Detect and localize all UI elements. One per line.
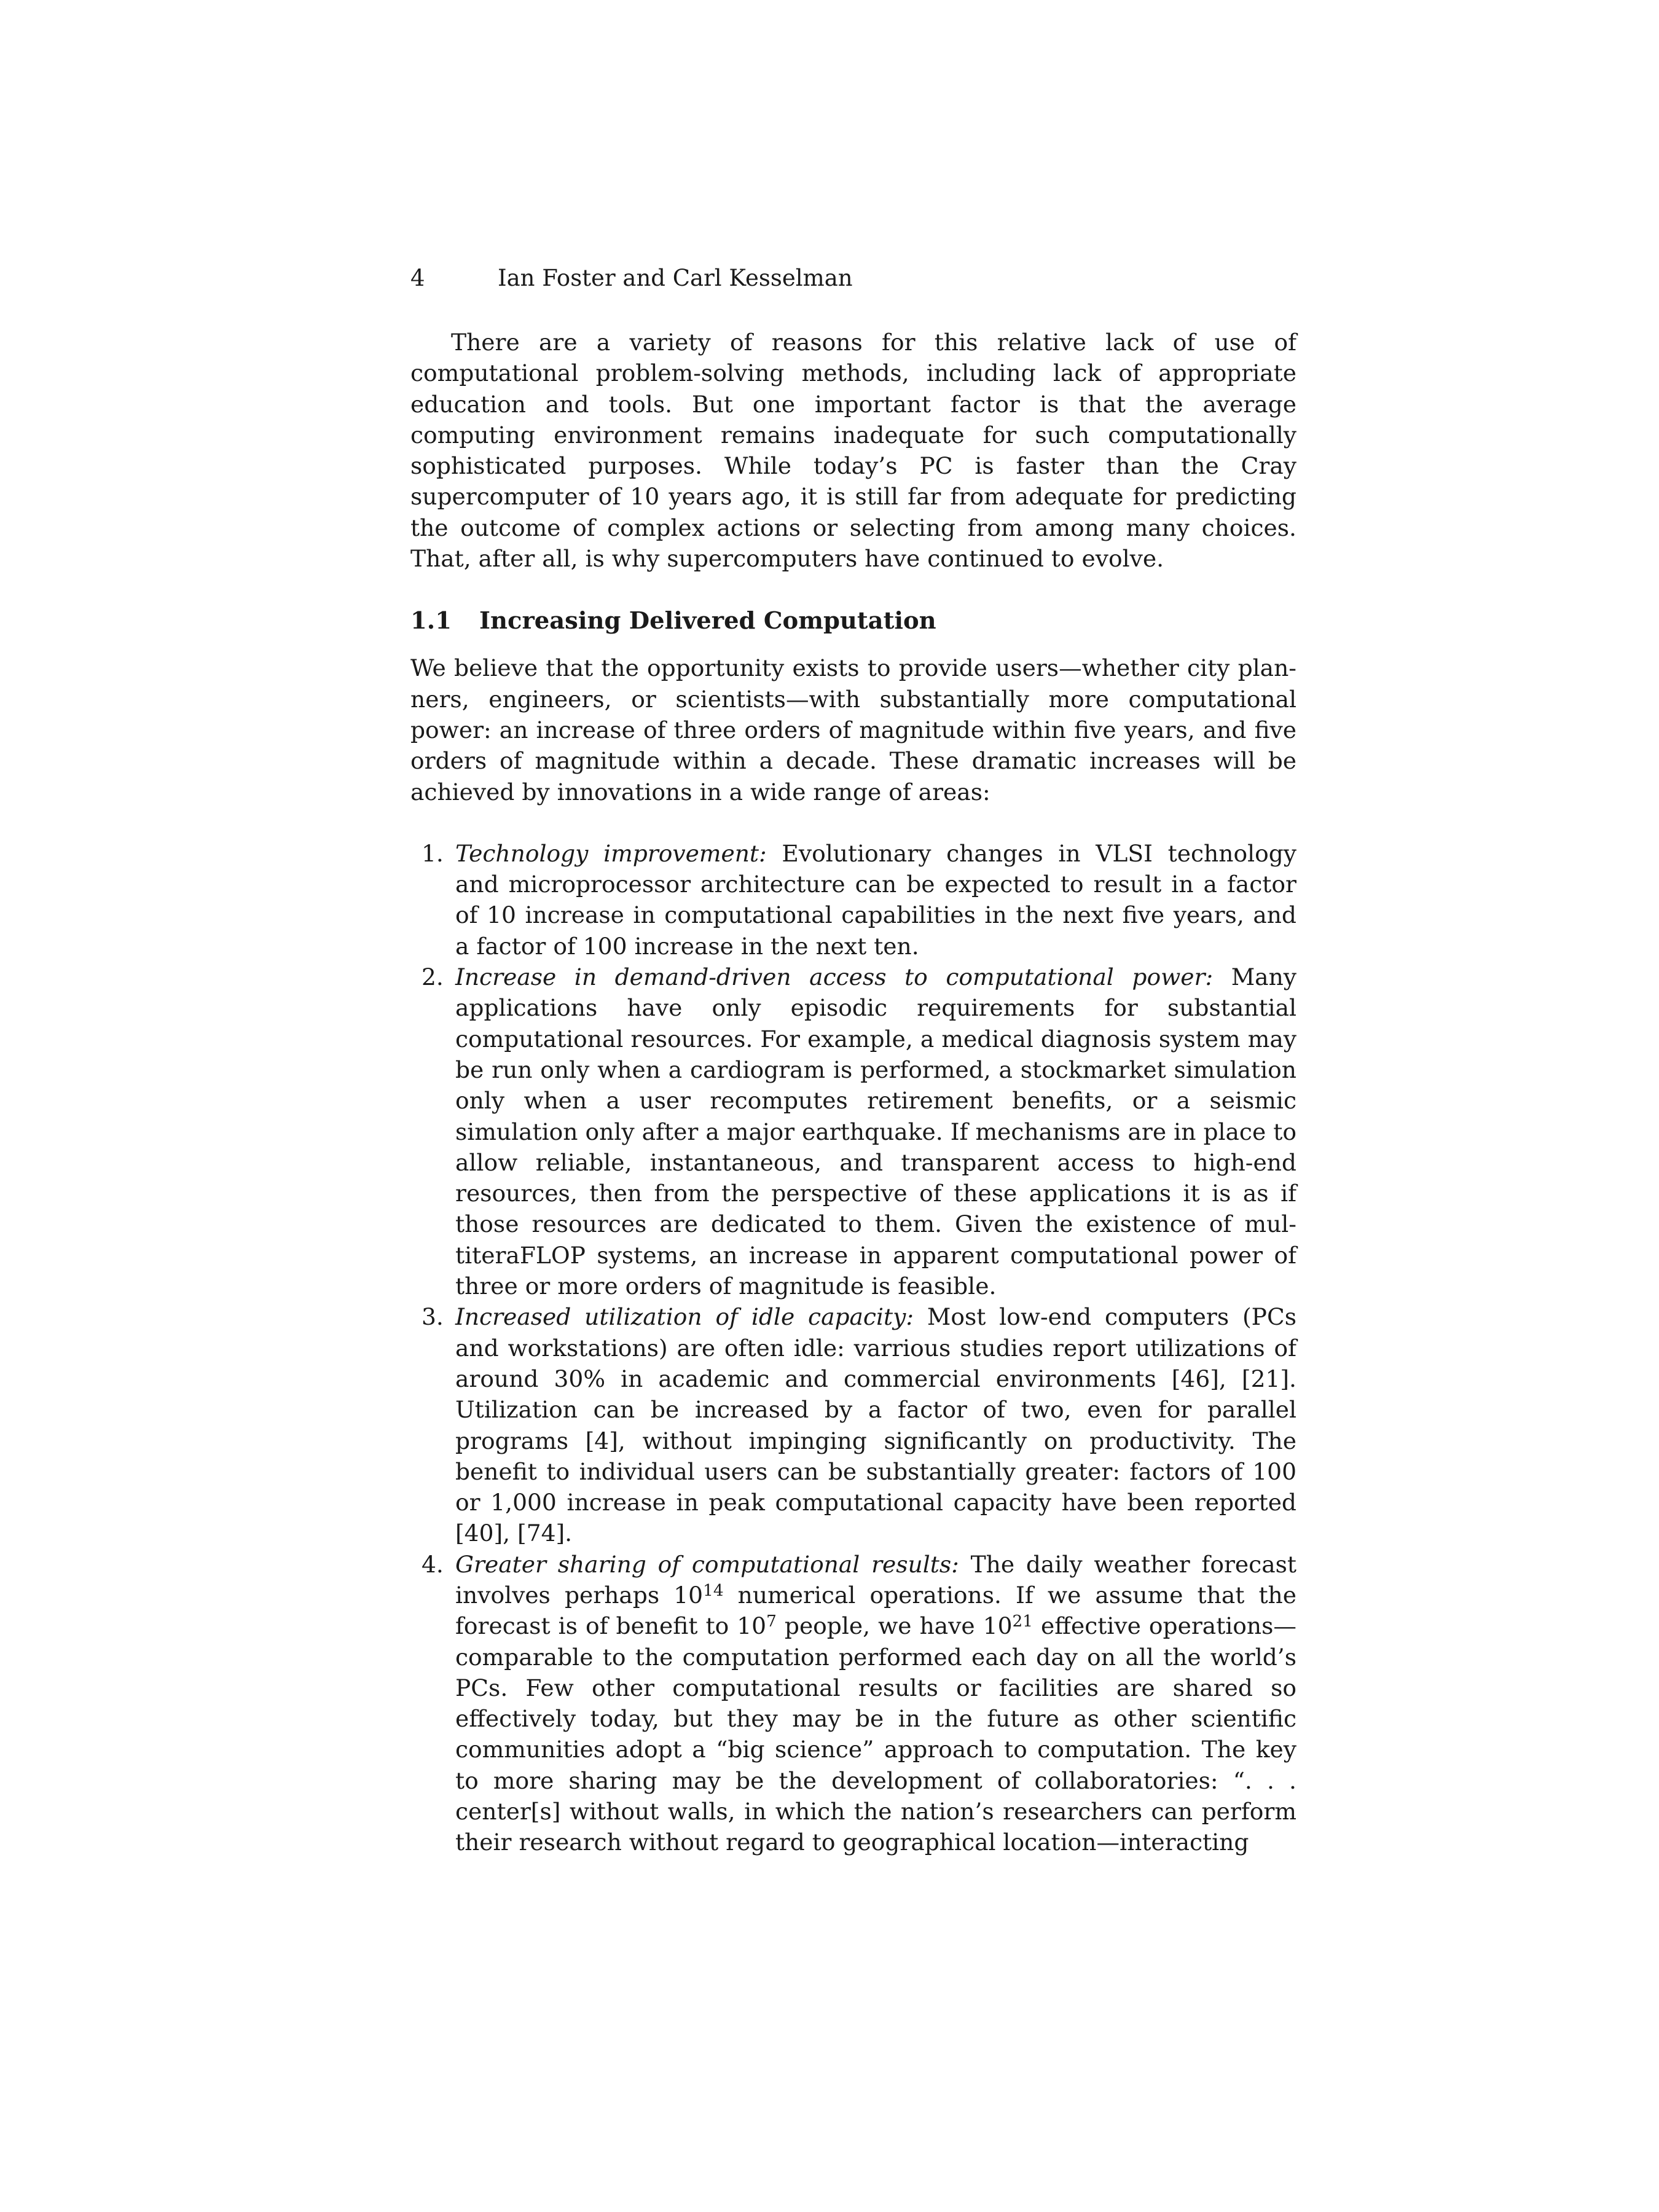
exponent: 21	[1012, 1612, 1033, 1631]
exponent: 14	[703, 1582, 724, 1601]
list-item-title: Increase in demand-driven access to computational power:	[455, 963, 1231, 991]
list-item-title: Greater sharing of computational results:	[455, 1550, 971, 1578]
list-item-title: Increased utilization of idle capacity:	[455, 1303, 927, 1331]
section-paragraph: We believe that the opportunity exists to provide users—whether city planners, engineers, or scientists—with substantially more computational power: an increase of three orders of magnitude within five years, and five orders of magnitude within a decade. These dramatic increases will be achieved by innovations in a wide range of areas:	[410, 654, 1296, 806]
list-item	[410, 1549, 1296, 1858]
section-title: Increasing Delivered Computation	[479, 607, 936, 635]
page-number: 4	[410, 265, 425, 291]
list-marker: 2.	[422, 963, 444, 991]
running-head-authors: Ian Foster and Carl Kesselman	[498, 265, 853, 291]
list-item	[410, 962, 1296, 1301]
list-marker: 3.	[422, 1303, 444, 1331]
list-item	[410, 1301, 1296, 1548]
intro-paragraph: There are a variety of reasons for this relative lack of use of computational problem-solving methods, including lack of appropriate education and tools. But one important factor is that the average computing environment remains inadequate for such computationally sophisticated purposes. While today’s PC is faster than the Cray supercomputer of 10 years ago, it is still far from adequate for predicting the outcome of complex actions or selecting from among many choices. That, after all, is why supercomputers have continued to evolve.	[410, 329, 1296, 573]
list-marker: 1.	[422, 839, 444, 867]
list-item-text: Most low-end computers (PCs and workstations) are often idle: varrious studies report utilizations of around 30% in academic and commercial environments [46], [21]. Utilization can be increased by a factor of two, even for parallel programs [4], without impinging significantly on productivity. The benefit to individual users can be substantially greater: factors of 100 or 1,000 increase in peak computational capacity have been reported [40], [74].	[455, 1303, 1296, 1547]
list-item-text: Evolutionary changes in VLSI technology and microprocessor architecture can be expected to result in a factor of 10 increase in computational capabilities in the next five years, and a factor of 100 increase in the next ten.	[455, 839, 1297, 960]
body-text	[410, 327, 1296, 1858]
list-item-text: The daily weather forecast involves perhaps $10^{14}$ numerical operations. If we assume that the forecast is of benefit to $10^7$ people, we have $10^{21}$ effective operations—comparable to the computation performed each day on all the world’s PCs. Few other computational results or facilities are shared so effectively today, but they may be in the future as other scientific communities adopt a “big science” approach to computation. The key to more sharing may be the development of collaboratories: “. . . center[s] without walls, in which the nation’s researchers can perform their research without regard to geographical location—interacting	[455, 1550, 1296, 1856]
exponent: 7	[766, 1612, 777, 1631]
section-heading	[410, 606, 1296, 637]
list-item	[410, 838, 1296, 962]
list-marker: 4.	[422, 1550, 444, 1578]
list-item-text: Many applications have only episodic requirements for substantial computational resources. For example, a medical diagnosis system may be run only when a cardiogram is performed, a stockmarket simulation only when a user recomputes retirement benefits, or a seismic simulation only after a major earthquake. If mechanisms are in place to allow reliable, instantaneous, and transparent access to high-end resources, then from the perspective of these applications it is as if those resources are dedicated to them. Given the existence of multiteraFLOP systems, an increase in apparent computational power of three or more orders of magnitude is feasible.	[455, 963, 1296, 1300]
list-item-title: Technology improvement:	[455, 839, 782, 867]
section-number: 1.1	[410, 607, 452, 635]
running-head	[410, 263, 1301, 294]
innovation-list	[410, 838, 1296, 1858]
